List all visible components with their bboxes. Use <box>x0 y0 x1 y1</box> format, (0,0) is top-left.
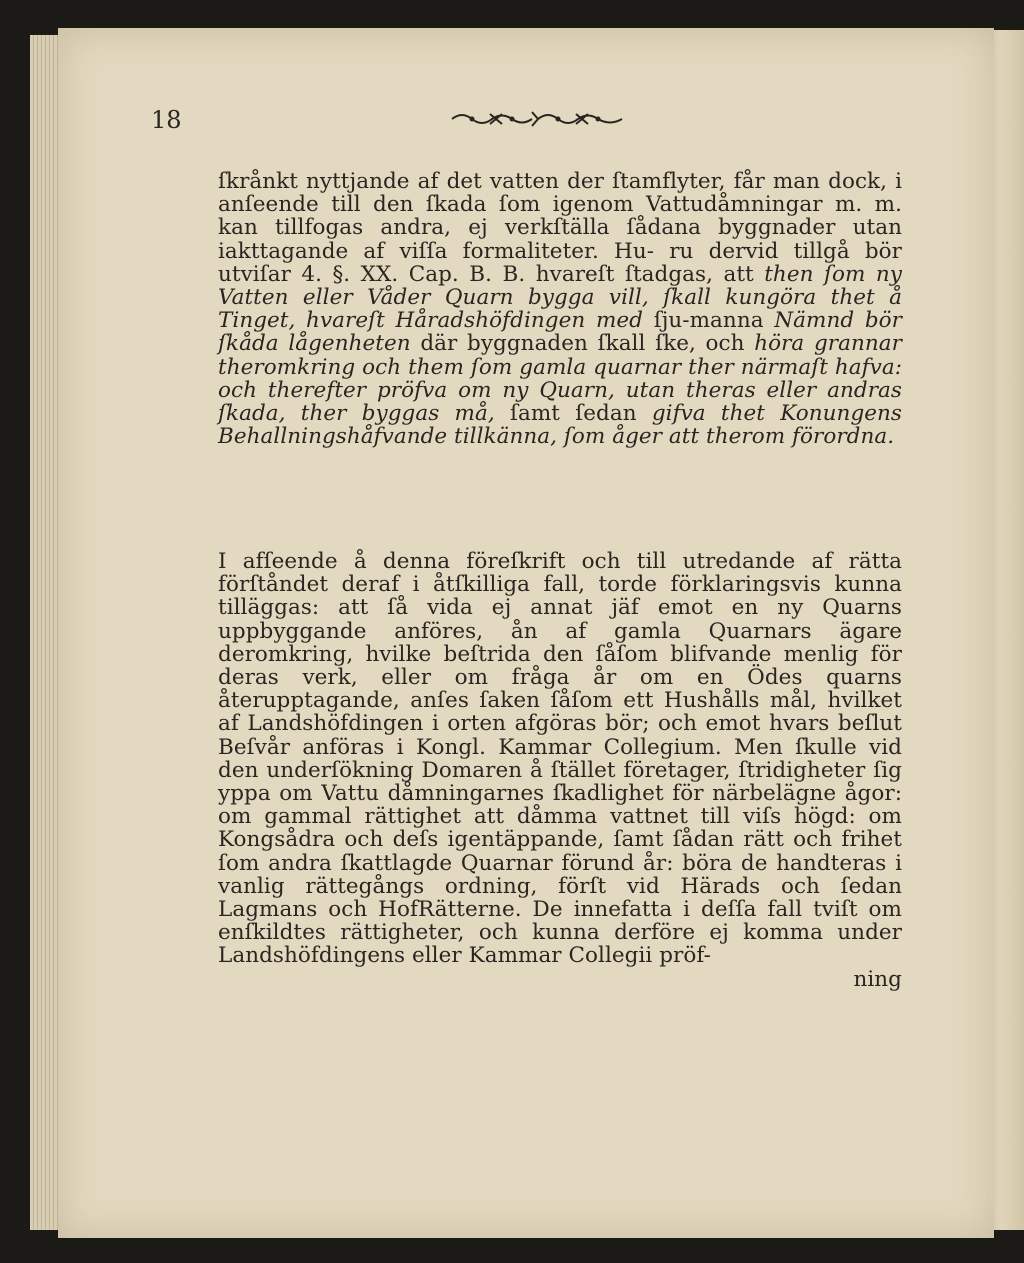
paragraph-text: ſju-manna <box>653 308 775 334</box>
paragraph-text: I afſeende å denna föreſkrift och till utredande af rätta förſtåndet deraf i åtſkilliga fall, torde förklaringsvis kunna tilläggas: att ſå vida ej annat jäf emot en ny Quarns uppbyggande anföres, ån af gamla Quarnars ägare deromkring, hvilke beſtrida den ſåſom blifvande menlig för deras verk, eller om fråga år om en Ödes quarns återupptagande, anſes ſaken ſåſom ett Hushålls mål, hvilket af Landshöfdingen i orten afgöras bör; och emot hvars beſlut Beſvår anföras i Kongl. Kammar Collegium. Men ſkulle vid den underſökning Domaren å ſtället företager, ſtridigheter ſig yppa om Vattu dåmningarnes ſkadlighet för närbelägne ågor: om gammal rättighet att dåmma vattnet till viſs högd: om Kongsådra och deſs igentäppande, ſamt ſådan rätt och frihet ſom andra ſkattlagde Quarnar förund år: böra de handteras i vanlig rättegångs ordning, förſt vid Härads och ſedan Lagmans och HofRätterne. De innefatta i deſſa fall tviſt om enſkildtes rättigheter, och kunna derföre ej komma under Landshöfdingens eller Kammar Collegii pröf- <box>218 549 902 969</box>
page-number: 18 <box>151 106 182 134</box>
ornament-icon <box>450 108 625 130</box>
paragraph-text: ſamt ſedan <box>494 401 652 427</box>
paragraph-text: ſkrånkt nyttjande af det vatten der ſtamflyter, får man dock, i anſeende till den ſkada ſom igenom Vattudåmningar m. m. kan tillfogas andra, ej verkſtälla ſådana byggnader utan iakttagande af viſſa formaliteter. Hu- ru dervid tillgå bör utviſar 4. §. XX. Cap. B. B. hvareſt ſtadgas, att <box>218 169 902 287</box>
paragraph-explanation <box>218 550 902 991</box>
statute-quote: gifva thet Konungens Behallningshåfvande tillkänna, ſom åger att therom förordna. <box>218 401 903 450</box>
statute-quote: Nämnd bör ſkåda lågenheten <box>218 308 902 357</box>
paragraph-statute <box>218 170 902 448</box>
catchword: ning <box>853 966 902 992</box>
paragraph-text: där byggnaden ſkall ſke, och <box>410 331 755 357</box>
statute-quote: höra grannar theromkring och them ſom gamla quarnar ther närmaſt hafva: och therefter pröfva om ny Quarn, utan theras eller andras ſkada, ther byggas må, <box>218 331 902 427</box>
statute-quote: then ſom ny Vatten eller Våder Quarn bygga vill, ſkall kungöra thet å Tinget, hvareſt Håradshöfdingen med <box>218 261 902 334</box>
